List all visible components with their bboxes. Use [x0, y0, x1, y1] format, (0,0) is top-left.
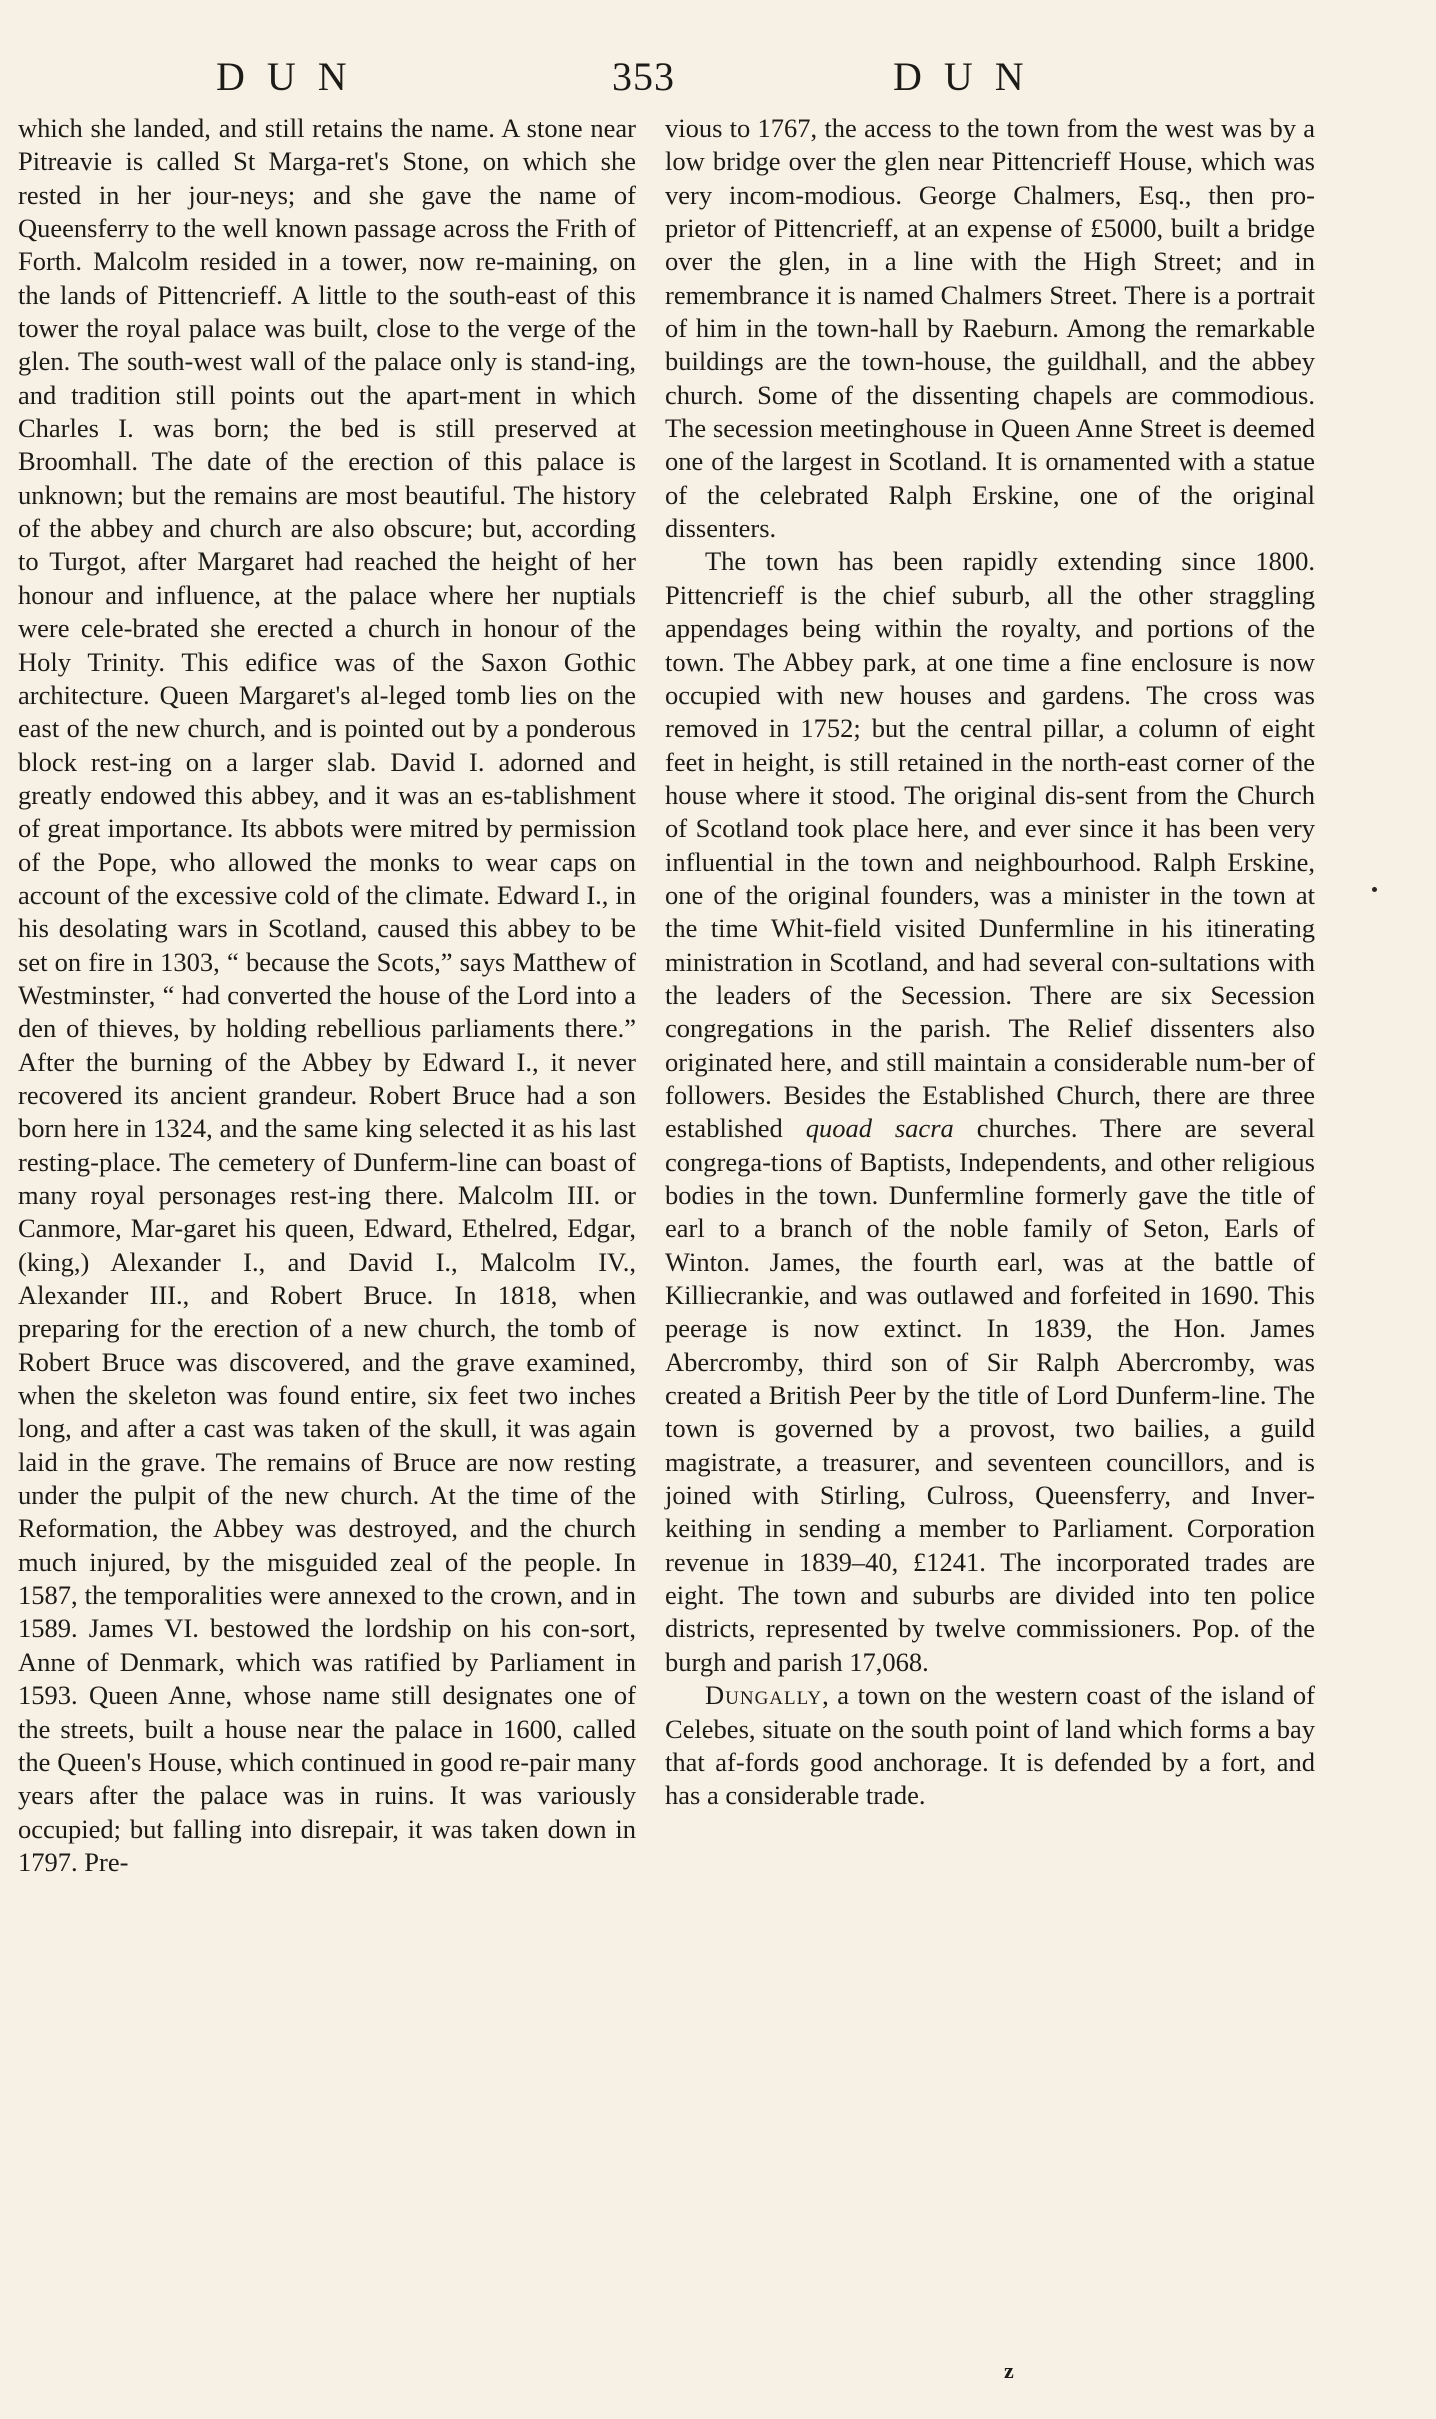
- signature-mark: z: [1004, 2358, 1014, 2383]
- right-paragraph-2-start: The town has been rapidly extending since 1800. Pittencrieff is the chief suburb, all the other straggling appendages being within the royalty, and portions of the town. The Abbey park, at one time a fine enclosure is now occupied with new houses and gardens. The cross was removed in 1752; but the central pillar, a column of eight feet in height, is still retained in the north-east corner of the house where it stood. The original dis-sent from the Church of Scotland took place here, and ever since it has been very influential in the town and neighbourhood. Ralph Erskine, one of the original founders, was a minister in the town at the time Whit-field visited Dunfermline in his itinerating ministration in Scotland, and had several con-sultations with the leaders of the Secession. There are six Secession congregations in the parish. The Relief dissenters also originated here, and still maintain a considerable num-ber of followers. Besides the Established Church, there are three established: [665, 546, 1315, 1144]
- header-right-word: DUN: [893, 54, 1046, 99]
- latin-phrase: quoad sacra: [805, 1113, 954, 1144]
- right-paragraph-2: [665, 545, 1315, 1679]
- left-column: [18, 112, 636, 1879]
- right-paragraph-2-end: churches. There are several congrega-tions of Baptists, Independents, and other religious bodies in the town. Dunfermline formerly gave the title of earl to a branch of the noble family of Seton, Earls of Winton. James, the fourth earl, was at the battle of Killiecrankie, and was outlawed and forfeited in 1690. This peerage is now extinct. In 1839, the Hon. James Abercromby, third son of Sir Ralph Abercromby, was created a British Peer by the title of Lord Dunferm-line. The town is governed by a provost, two bailies, a guild magistrate, a treasurer, and seventeen councillors, and is joined with Stirling, Culross, Queensferry, and Inver-keithing in sending a member to Parliament. Corporation revenue in 1839–40, £1241. The incorporated trades are eight. The town and suburbs are divided into ten police districts, represented by twelve commissioners. Pop. of the burgh and parish 17,068.: [665, 1113, 1315, 1677]
- header-left-word: DUN: [216, 54, 369, 99]
- margin-speck: [1372, 887, 1377, 892]
- left-column-text: which she landed, and still retains the name. A stone near Pitreavie is called St Marga-ret's Stone, on which she rested in her jour-neys; and she gave the name of Queensferry to the well known passage across the Frith of Forth. Malcolm resided in a tower, now re-maining, on the lands of Pittencrieff. A little to the south-east of this tower the royal palace was built, close to the verge of the glen. The south-west wall of the palace only is stand-ing, and tradition still points out the apart-ment in which Charles I. was born; the bed is still preserved at Broomhall. The date of the erection of this palace is unknown; but the remains are most beautiful. The history of the abbey and church are also obscure; but, according to Turgot, after Margaret had reached the height of her honour and influence, at the palace where her nuptials were cele-brated she erected a church in honour of the Holy Trinity. This edifice was of the Saxon Gothic architecture. Queen Margaret's al-leged tomb lies on the east of the new church, and is pointed out by a ponderous block rest-ing on a larger slab. David I. adorned and greatly endowed this abbey, and it was an es-tablishment of great importance. Its abbots were mitred by permission of the Pope, who allowed the monks to wear caps on account of the excessive cold of the climate. Edward I., in his desolating wars in Scotland, caused this abbey to be set on fire in 1303, “ because the Scots,” says Matthew of Westminster, “ had converted the house of the Lord into a den of thieves, by holding rebellious parliaments there.” After the burning of the Abbey by Edward I., it never recovered its ancient grandeur. Robert Bruce had a son born here in 1324, and the same king selected it as his last resting-place. The cemetery of Dunferm-line can boast of many royal personages rest-ing there. Malcolm III. or Canmore, Mar-garet his queen, Edward, Ethelred, Edgar, (king,) Alexander I., and David I., Malcolm IV., Alexander III., and Robert Bruce. In 1818, when preparing for the erection of a new church, the tomb of Robert Bruce was discovered, and the grave examined, when the skeleton was found entire, six feet two inches long, and after a cast was taken of the skull, it was again laid in the grave. The remains of Bruce are now resting under the pulpit of the new church. At the time of the Reformation, the Abbey was destroyed, and the church much injured, by the misguided zeal of the people. In 1587, the temporalities were annexed to the crown, and in 1589. James VI. bestowed the lordship on his con-sort, Anne of Denmark, which was ratified by Parliament in 1593. Queen Anne, whose name still designates one of the streets, built a house near the palace in 1600, called the Queen's House, which continued in good re-pair many years after the palace was in ruins. It was variously occupied; but falling into disrepair, it was taken down in 1797. Pre-: [18, 113, 636, 1877]
- right-paragraph-1: vious to 1767, the access to the town from the west was by a low bridge over the glen near Pittencrieff House, which was very incom-modious. George Chalmers, Esq., then pro-prietor of Pittencrieff, at an expense of £5000, built a bridge over the glen, in a line with the High Street; and in remembrance it is named Chalmers Street. There is a portrait of him in the town-hall by Raeburn. Among the remarkable buildings are the town-house, the guildhall, and the abbey church. Some of the dissenting chapels are commodious. The secession meetinghouse in Queen Anne Street is deemed one of the largest in Scotland. It is ornamented with a statue of the celebrated Ralph Erskine, one of the original dissenters.: [665, 113, 1315, 544]
- page-number: 353: [612, 54, 675, 99]
- gazetteer-entry: [665, 1679, 1315, 1812]
- right-column: [665, 112, 1315, 1813]
- running-header: [0, 52, 1436, 102]
- entry-text: , a town on the western coast of the island of Celebes, situate on the south point of land which forms a bay that af-fords good anchorage. It is defended by a fort, and has a considerable trade.: [665, 1680, 1315, 1811]
- entry-headword: Dungally: [705, 1680, 823, 1711]
